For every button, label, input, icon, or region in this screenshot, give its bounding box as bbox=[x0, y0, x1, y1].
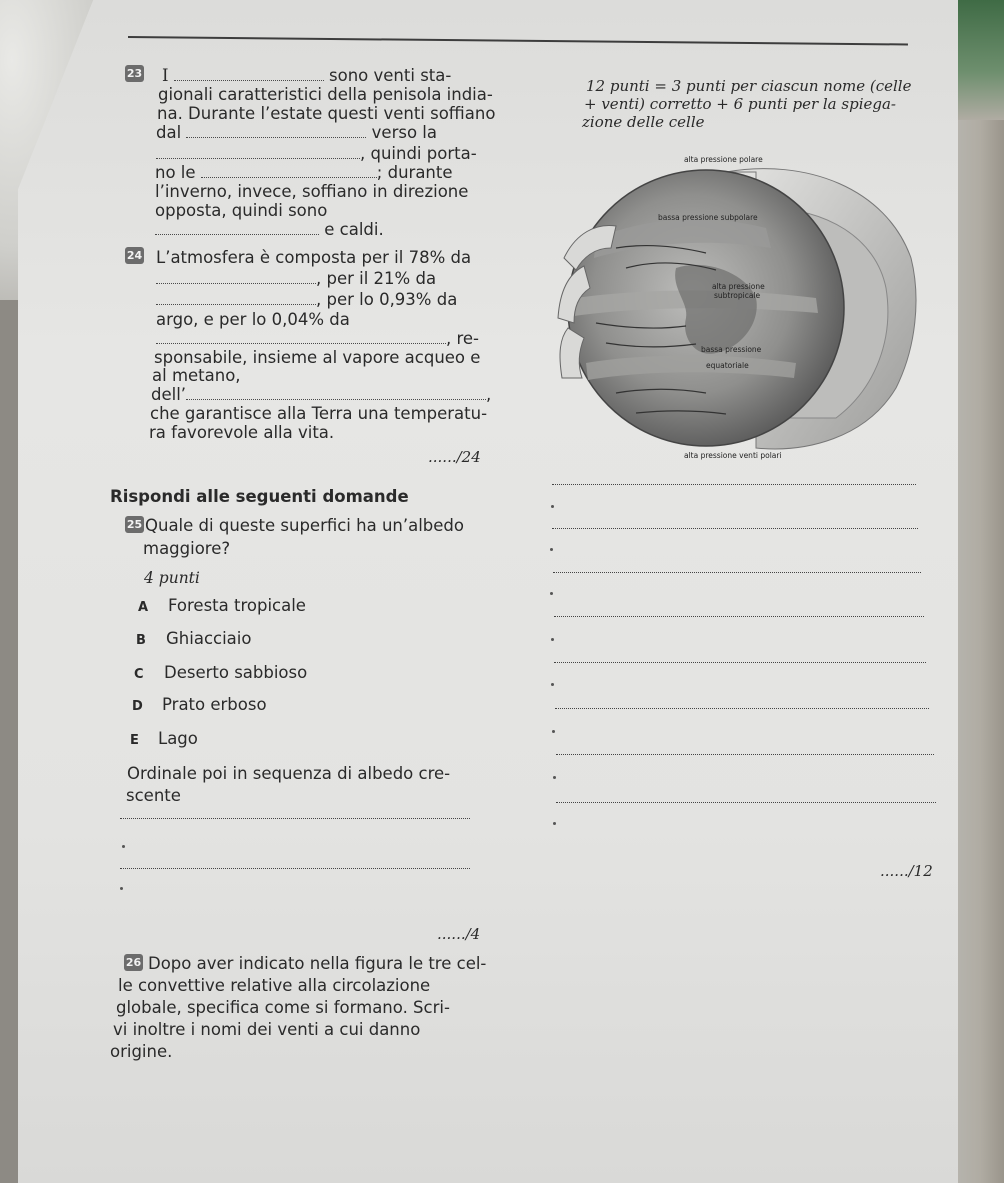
q25-right-answer-line-4[interactable] bbox=[554, 616, 924, 617]
question-number-badge-25: 25 bbox=[126, 518, 143, 531]
dot-mark bbox=[553, 776, 556, 779]
dot-mark bbox=[551, 505, 554, 508]
q24-line-7: al metano, bbox=[152, 366, 241, 385]
q25-points: 4 punti bbox=[144, 569, 200, 587]
atmospheric-circulation-figure[interactable] bbox=[556, 148, 928, 464]
dot-mark bbox=[550, 548, 553, 551]
dot-mark bbox=[552, 730, 555, 733]
dot-mark bbox=[122, 845, 125, 848]
q24-blank-2[interactable] bbox=[156, 303, 316, 305]
q25-right-answer-line-8[interactable] bbox=[556, 802, 936, 803]
q24-line-9: che garantisce alla Terra una temperatu- bbox=[150, 404, 488, 423]
q24-blank-4[interactable] bbox=[186, 398, 486, 400]
q23-line-5: , quindi porta- bbox=[156, 145, 477, 163]
label-alta-pressione-venti-polari: alta pressione venti polari bbox=[684, 451, 782, 460]
q23-blank-3[interactable] bbox=[156, 157, 360, 159]
q25-order-line-1: Ordinale poi in sequenza di albedo cre- bbox=[127, 764, 451, 783]
question-number-badge-26: 26 bbox=[125, 956, 142, 969]
q26-line-4: vi inoltre i nomi dei venti a cui danno bbox=[113, 1020, 421, 1039]
q23-blank-5[interactable] bbox=[155, 233, 319, 235]
q24-line-5: , re- bbox=[156, 330, 479, 348]
q25-option-e[interactable]: E Lago bbox=[130, 729, 198, 748]
q23-line-4: dal verso la bbox=[156, 123, 438, 142]
question-number-badge-23: 23 bbox=[126, 67, 143, 80]
q25-right-answer-line-6[interactable] bbox=[555, 708, 929, 709]
q24-line-2: , per il 21% da bbox=[156, 270, 436, 288]
q24-line-4: argo, e per lo 0,04% da bbox=[156, 310, 350, 329]
q23-blank-4[interactable] bbox=[201, 176, 377, 178]
q25-option-d[interactable]: D Prato erboso bbox=[132, 695, 267, 714]
dot-mark bbox=[551, 683, 554, 686]
q25-option-c[interactable]: C Deserto sabbioso bbox=[134, 663, 308, 682]
q25-right-answer-line-7[interactable] bbox=[556, 754, 934, 755]
q26-line-5: origine. bbox=[110, 1042, 173, 1061]
q25-option-a[interactable]: A Foresta tropicale bbox=[138, 596, 306, 615]
q25-left-answer-line-2[interactable] bbox=[120, 868, 470, 869]
globe-earth bbox=[568, 170, 844, 446]
q25-question-line-2: maggiore? bbox=[143, 539, 231, 558]
q24-blank-3[interactable] bbox=[156, 342, 446, 344]
q23-line-3: na. Durante l’estate questi venti soffiano bbox=[157, 104, 496, 123]
q26-line-1: Dopo aver indicato nella figura le tre cel- bbox=[148, 954, 487, 973]
label-bassa-pressione-1: bassa pressione bbox=[701, 345, 762, 354]
dot-mark bbox=[553, 822, 556, 825]
q23-line-9: e caldi. bbox=[155, 221, 384, 239]
question-number-badge-24: 24 bbox=[126, 249, 143, 262]
label-bassa-pressione-subpolare: bassa pressione subpolare bbox=[658, 213, 758, 222]
globe-diagram bbox=[556, 148, 928, 464]
q23-blank-2[interactable] bbox=[186, 136, 366, 138]
q23-line-7: l’inverno, invece, soffiano in direzione bbox=[155, 182, 469, 201]
dot-mark bbox=[550, 592, 553, 595]
q24-score: ....../24 bbox=[428, 448, 481, 466]
q23-line-8: opposta, quindi sono bbox=[155, 201, 328, 220]
q24-line-1: L’atmosfera è composta per il 78% da bbox=[156, 248, 472, 267]
q23-line-6: no le ; durante bbox=[155, 163, 453, 182]
q25-order-line-2: scente bbox=[126, 786, 181, 805]
q24-line-6: sponsabile, insieme al vapore acqueo e bbox=[154, 348, 481, 367]
q25-right-answer-line-3[interactable] bbox=[553, 572, 921, 573]
dot-mark bbox=[551, 638, 554, 641]
dot-mark bbox=[120, 887, 123, 890]
q25-right-answer-line-5[interactable] bbox=[554, 662, 926, 663]
q24-line-3: , per lo 0,93% da bbox=[156, 291, 457, 309]
q23-scoring-line-3: zione delle celle bbox=[582, 113, 705, 131]
q23-blank-1[interactable] bbox=[174, 79, 324, 81]
label-alta-pressione-2: subtropicale bbox=[714, 291, 761, 300]
q25-right-answer-line-1[interactable] bbox=[552, 484, 916, 485]
label-alta-pressione-1: alta pressione bbox=[712, 282, 765, 291]
q24-line-10: ra favorevole alla vita. bbox=[149, 423, 335, 442]
q25-question-line-1: Quale di queste superfici ha un’albedo bbox=[145, 516, 465, 535]
q23-line-2: gionali caratteristici della penisola india- bbox=[158, 85, 493, 104]
q23-scoring-line-1: 12 punti = 3 punti per ciascun nome (celle bbox=[586, 77, 912, 95]
q24-blank-1[interactable] bbox=[156, 282, 316, 284]
q23-scoring-line-2: + venti) corretto + 6 punti per la spiega- bbox=[584, 95, 896, 113]
q24-line-8: dell’ , bbox=[151, 385, 492, 404]
section-title: Rispondi alle seguenti domande bbox=[110, 487, 409, 506]
label-bassa-pressione-2: equatoriale bbox=[706, 361, 749, 370]
label-alta-pressione-polare: alta pressione polare bbox=[684, 155, 763, 164]
q25-option-b[interactable]: B Ghiacciaio bbox=[136, 629, 252, 648]
q23-line-1: I sono venti sta- bbox=[162, 66, 452, 85]
q25-left-answer-line-1[interactable] bbox=[120, 818, 470, 819]
q25-right-answer-line-2[interactable] bbox=[552, 528, 918, 529]
q25-score: ....../4 bbox=[437, 925, 481, 943]
q25-right-score: ....../12 bbox=[880, 862, 933, 880]
q26-line-3: globale, specifica come si formano. Scri- bbox=[116, 998, 450, 1017]
q26-line-2: le convettive relative alla circolazione bbox=[118, 976, 431, 995]
